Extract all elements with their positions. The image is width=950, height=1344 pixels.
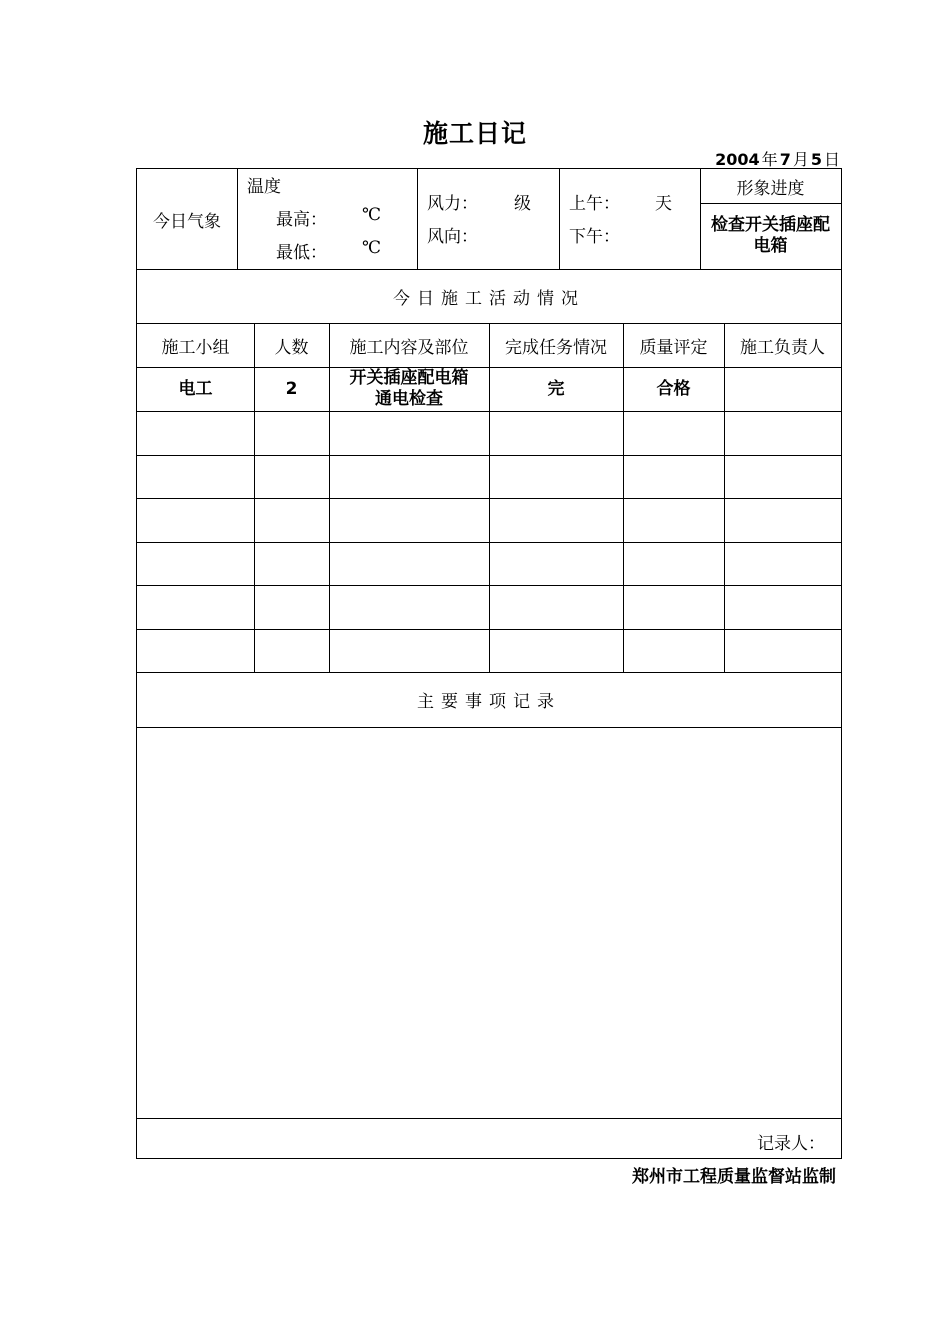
morning-weather-label: 上午： [569,194,620,214]
wind-force-unit: 级 [514,194,531,214]
date-month: 7 [779,150,791,169]
weather-col-divider-3 [559,169,560,269]
row-1-quality: 合格 [656,378,691,399]
temperature-min-label: 最低： [276,243,327,263]
record-date [715,147,842,170]
date-day: 5 [810,150,822,169]
row-1-headcount: 2 [285,378,298,399]
row-1-responsible [724,367,841,411]
row-1-team: 电工 [178,378,213,399]
header-responsible: 施工负责人 [740,337,825,358]
morning-weather-value: 天 [655,194,672,214]
date-year-unit: 年 [761,150,778,169]
date-month-unit: 月 [792,150,809,169]
progress-value: 检查开关插座配电箱 [711,215,830,256]
weather-col-divider-2 [417,169,418,269]
temperature-max-label: 最高： [276,210,327,230]
date-year: 2004 [715,150,760,169]
divider-matters-body [137,1118,841,1119]
page-title: 施工日记 [422,119,527,148]
weather-label: 今日气象 [153,211,221,232]
row-1-content: 开关插座配电箱通电检查 [349,368,469,409]
date-day-unit: 日 [823,150,840,169]
temperature-label: 温度 [247,177,281,197]
header-headcount: 人数 [274,337,309,358]
header-completion: 完成任务情况 [505,337,607,358]
afternoon-weather-label: 下午： [569,227,620,247]
issuing-organization: 郑州市工程质量监督站监制 [632,1167,836,1187]
row-1-completion: 完 [547,378,565,399]
temperature-min-unit: ℃ [362,238,382,258]
matters-content [145,735,833,1111]
header-content: 施工内容及部位 [349,337,469,358]
progress-label: 形象进度 [736,178,805,199]
header-team: 施工小组 [161,337,230,358]
divider-matters-title [137,727,841,728]
recorder-label: 记录人： [757,1134,825,1154]
construction-diary-form [136,168,842,1159]
wind-force-label: 风力： [427,194,478,214]
activity-section-title: 今日施工活动情况 [393,288,585,309]
activity-col-divider-2 [329,323,330,672]
matters-section-title: 主要事项记录 [417,692,561,712]
weather-col-divider-1 [237,169,238,269]
temperature-max-unit: ℃ [362,205,382,225]
wind-direction-label: 风向： [427,227,478,247]
header-quality: 质量评定 [639,337,708,358]
